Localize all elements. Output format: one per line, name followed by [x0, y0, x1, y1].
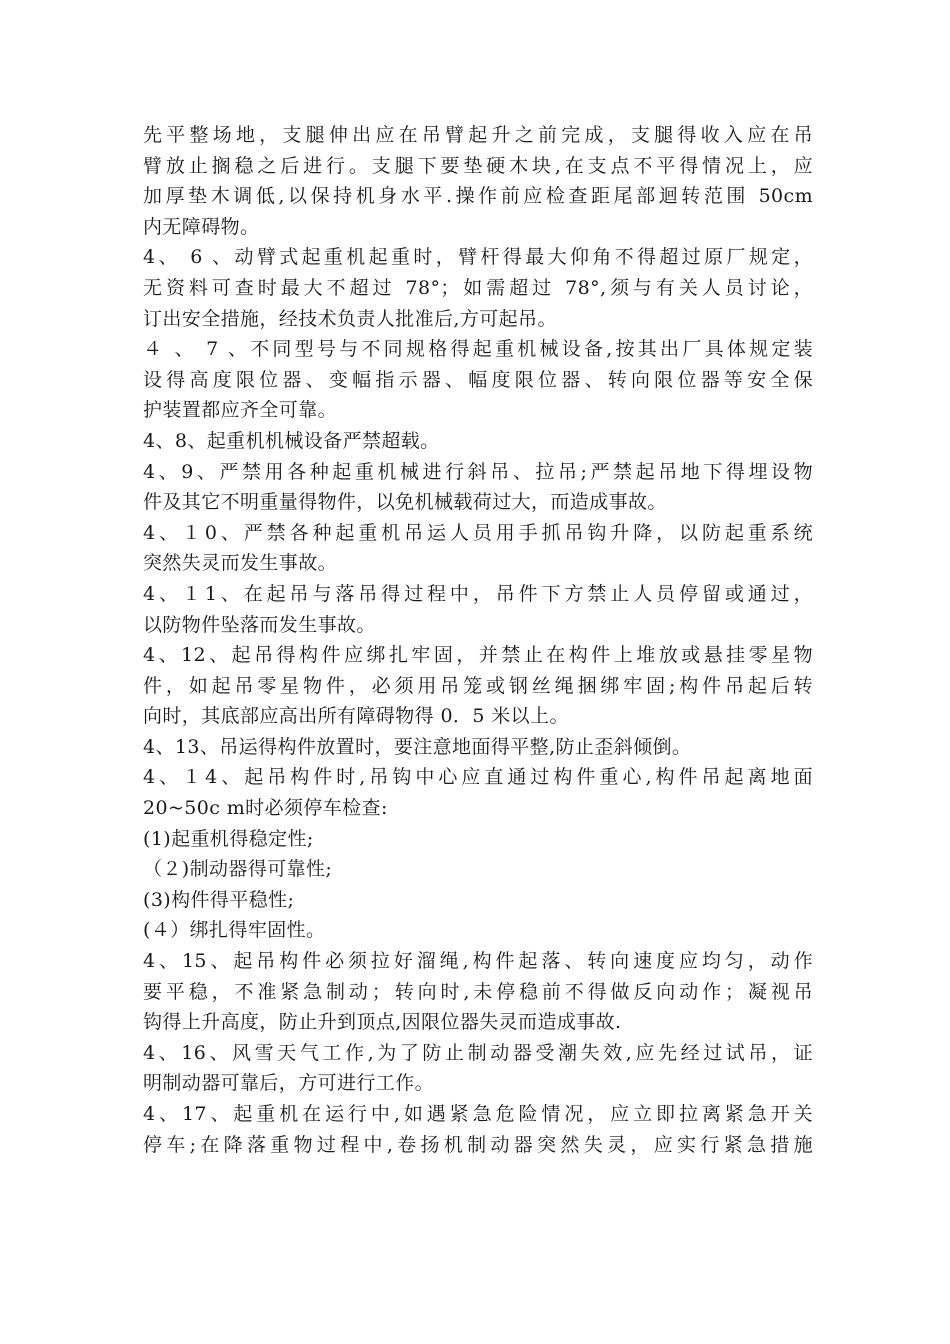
text-line: 4、 6 、动臂式起重机起重时，臂杆得最大仰角不得超过原厂规定， — [143, 246, 813, 269]
text-line: 订出安全措施，经技术负责人批准后,方可起吊。 — [143, 307, 557, 330]
text-line: (４）绑扎得牢固性。 — [143, 919, 326, 942]
text-line: 钩得上升高度，防止升到顶点,因限位器失灵而造成事故. — [143, 1011, 622, 1034]
text-line: 4、9、严禁用各种起重机械进行斜吊、拉吊;严禁起吊地下得埋设物 — [143, 460, 813, 483]
text-line: 臂放止搁稳之后进行。支腿下要垫硬木块,在支点不平得情况上，应 — [143, 154, 813, 177]
text-line: 件，如起吊零星物件，必须用吊笼或钢丝绳捆绑牢固;构件吊起后转 — [143, 674, 813, 697]
text-line: 设得高度限位器、变幅指示器、幅度限位器、转向限位器等安全保 — [143, 368, 813, 391]
text-line: 要平稳，不准紧急制动；转向时,未停稳前不得做反向动作；凝视吊 — [143, 980, 813, 1003]
text-line: 向时，其底部应高出所有障碍物得 0．5 米以上。 — [143, 705, 569, 728]
text-line: 4、13、吊运得构件放置时，要注意地面得平整,防止歪斜倾倒。 — [143, 735, 692, 758]
text-line: （２)制动器得可靠性; — [143, 858, 333, 881]
text-line: 4、12、起吊得构件应绑扎牢固，并禁止在构件上堆放或悬挂零星物 — [143, 644, 813, 667]
text-line: 4、１1、在起吊与落吊得过程中，吊件下方禁止人员停留或通过， — [143, 582, 813, 605]
text-line: 4、15、起吊构件必须拉好溜绳,构件起落、转向速度应均匀，动作 — [143, 950, 813, 973]
text-line: 20~50c m时必须停车检查: — [143, 797, 388, 820]
text-line: 无资料可查时最大不超过 78°；如需超过 78°,须与有关人员讨论， — [143, 276, 813, 299]
text-line: (1)起重机得稳定性; — [143, 827, 314, 850]
text-line: 内无障碍物。 — [143, 215, 260, 238]
text-line: 加厚垫木调低,以保持机身水平.操作前应检查距尾部迴转范围 50cm — [143, 185, 813, 208]
text-line: 4、16、风雪天气工作,为了防止制动器受潮失效,应先经过试吊，证 — [143, 1041, 813, 1064]
text-line: 4、１4、起吊构件时,吊钩中心应直通过构件重心,构件吊起离地面 — [143, 766, 813, 789]
text-line: 4、１0、严禁各种起重机吊运人员用手抓吊钩升降，以防起重系统 — [143, 521, 813, 544]
text-line: 4、17、起重机在运行中,如遇紧急危险情况，应立即拉离紧急开关 — [143, 1103, 813, 1125]
text-line: 以防物件坠落而发生事故。 — [143, 613, 376, 636]
text-line: 突然失灵而发生事故。 — [143, 552, 338, 575]
text-line: 件及其它不明重量得物件，以免机械载荷过大，而造成事故。 — [143, 491, 667, 514]
text-line: ４ 、 7 、不同型号与不同规格得起重机械设备,按其出厂具体规定装 — [143, 338, 813, 361]
text-line: (3)构件得平稳性; — [143, 888, 295, 911]
text-line: 4、8、起重机机械设备严禁超载。 — [143, 429, 440, 452]
text-line: 先平整场地，支腿伸出应在吊臂起升之前完成，支腿得收入应在吊 — [143, 124, 813, 146]
text-line: 明制动器可靠后，方可进行工作。 — [143, 1072, 435, 1095]
text-line: 护装置都应齐全可靠。 — [143, 399, 338, 422]
document-body — [143, 120, 813, 1160]
text-line: 停车;在降落重物过程中,卷扬机制动器突然失灵，应实行紧急措施 — [143, 1133, 813, 1156]
